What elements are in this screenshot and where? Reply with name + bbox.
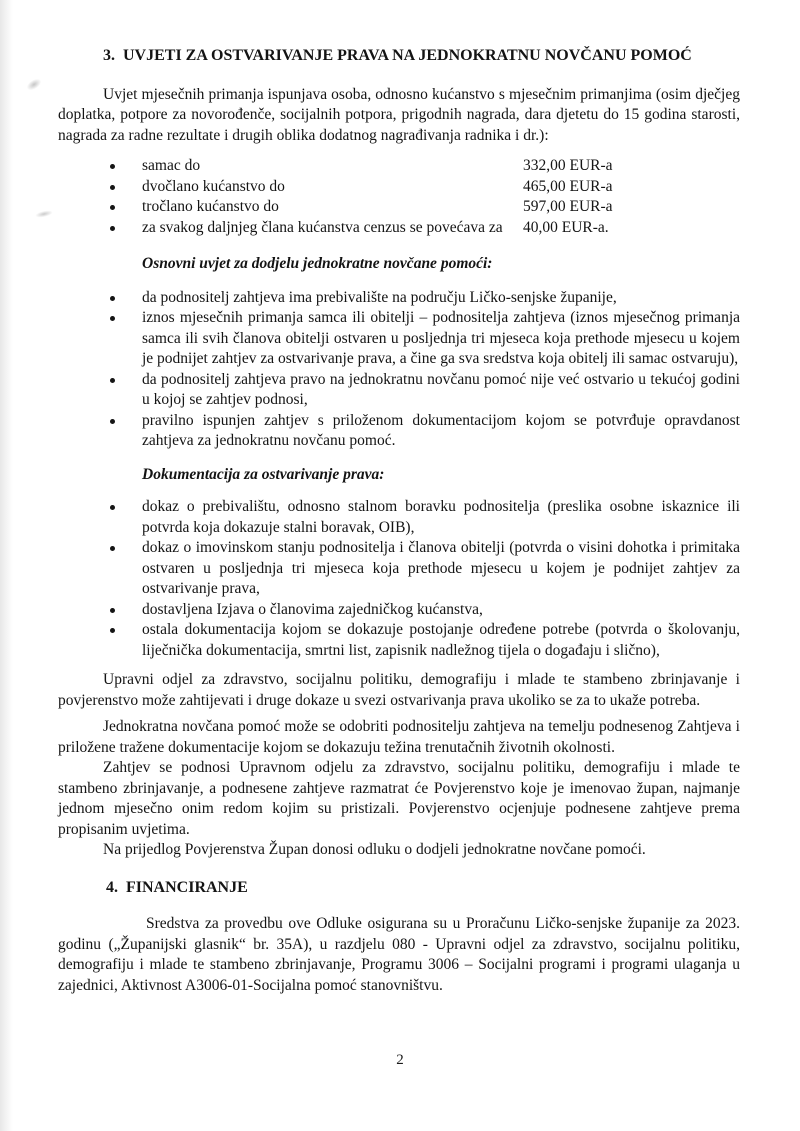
bullet-icon [110, 205, 115, 210]
census-amount: 597,00 EUR-a [523, 198, 613, 215]
basic-condition-heading: Osnovni uvjet za dodjelu jednokratne novčane pomoći: [142, 255, 493, 272]
list-item [58, 497, 740, 538]
list-item [58, 288, 740, 309]
section-3-heading [58, 46, 740, 67]
scan-edge-shadow [0, 0, 14, 1131]
income-condition-paragraph: Uvjet mjesečnih primanja ispunjava osoba, odnosno kućanstvo s mjesečnim primanjima (osim dječjeg doplatka, potpore za novorođenče, socijalnih potpora, prigodnih nagrada, dara djetetu do 15 godina starosti, nagrada za radne rezultate i drugih oblika dodatnog nagrađivanja radnika i dr.): [58, 85, 740, 144]
documentation-list [58, 497, 740, 661]
list-item-text: dostavljena Izjava o članovima zajedničkog kućanstva, [142, 600, 483, 618]
page-number: 2 [396, 1052, 404, 1068]
section-4-heading [58, 878, 740, 899]
section-4-number: 4. [106, 878, 118, 896]
document-content [58, 46, 740, 996]
bullet-icon [110, 546, 115, 551]
census-label: dvočlano kućanstvo do [142, 177, 285, 195]
list-item-text: dokaz o prebivalištu, odnosno stalnom boravku podnositelja (preslika osobne iskaznice ili potvrda koja dokazuje stalni boravak, OIB), [142, 498, 740, 536]
bullet-icon [110, 164, 115, 169]
list-item-text: dokaz o imovinskom stanju podnositelja i članova obitelji (potvrda o visini dohotka i primitaka ostvaren u posljednja tri mjeseca koja prethode mjesecu u kojem je podnijet zahtjev za ostvarivanje prava, [142, 539, 740, 597]
bullet-icon [110, 226, 115, 231]
list-item-text: pravilno ispunjen zahtjev s priloženom dokumentacijom kojom se potvrđuje opravdanost zahtjeva za jednokratnu novčanu pomoć. [142, 411, 740, 449]
list-item [58, 620, 740, 661]
scan-smudge [25, 76, 43, 92]
census-amount: 40,00 EUR-a. [523, 218, 609, 236]
list-item [58, 370, 740, 411]
census-label: tročlano kućanstvo do [142, 198, 279, 215]
list-item [58, 538, 740, 600]
bullet-icon [110, 378, 115, 383]
census-amount: 465,00 EUR-a [523, 177, 613, 195]
basic-condition-list [58, 288, 740, 452]
section-4-title: FINANCIRANJE [126, 878, 248, 896]
documentation-heading: Dokumentacija za ostvarivanje prava: [142, 465, 385, 483]
decision-paragraph: Na prijedlog Povjerenstva Župan donosi odluku o dodjeli jednokratne novčane pomoći. [103, 841, 646, 858]
census-label: za svakog daljnjeg člana kućanstva cenzus se povećava za [142, 218, 503, 236]
census-row-three-member [58, 197, 740, 218]
bullet-icon [110, 505, 115, 510]
approval-basis-paragraph: Jednokratna novčana pomoć može se odobriti podnositelju zahtjeva na temelju podnesenog Zahtjeva i priložene tražene dokumentacije kojom se dokazuju težina trenutačnih životnih okolnosti. [58, 718, 740, 756]
bullet-icon [110, 316, 115, 321]
bullet-icon [110, 185, 115, 190]
list-item-text: ostala dokumentacija kojom se dokazuje postojanje određene potrebe (potvrda o školovanju, liječnička dokumentacija, smrtni list, zapisnik nadležnog tijela o događaju i slično), [142, 621, 740, 659]
list-item [58, 308, 740, 370]
submission-procedure-paragraph: Zahtjev se podnosi Upravnom odjelu za zdravstvo, socijalnu politiku, demografiju i mlade te stambeno zbrinjavanje, a podnesene zahtjeve razmatrat će Povjerenstvo koje je imenovao župan, najmanje jednom mjesečno onim redom kojim su pristizali. Povjerenstvo ocjenjuje podnesene zahtjeve prema propisanim uvjetima. [58, 759, 740, 838]
section-3-title: UVJETI ZA OSTVARIVANJE PRAVA NA JEDNOKRATNU NOVČANU POMOĆ [123, 47, 692, 64]
census-label: samac do [142, 157, 201, 174]
list-item-text: da podnositelj zahtjeva ima prebivalište na području Ličko-senjske županije, [142, 288, 617, 306]
census-row-two-member [58, 177, 740, 198]
bullet-icon [110, 608, 115, 613]
census-amount: 332,00 EUR-a [523, 157, 613, 174]
bullet-icon [110, 628, 115, 633]
bullet-icon [110, 296, 115, 301]
section-3-number: 3. [103, 47, 115, 64]
list-item-text: iznos mjesečnih primanja samca ili obitelji – podnositelja zahtjeva (iznos mjesečnog primanja samca ili svih članova obitelji ostvaren u posljednja tri mjeseca koja prethode mjesecu u kojem je podnijet zahtjev za ostvarivanje prava, a čine ga sva sredstva koja obitelj ili samac ostvaruju), [142, 309, 740, 367]
financing-paragraph: Sredstva za provedbu ove Odluke osigurana su u Proračunu Ličko-senjske županije za 2023. godinu („Županijski glasnik“ br. 35A), u razdjelu 080 - Upravni odjel za zdravstvo, socijalnu politiku, demografiju i mlade te stambeno zbrinjavanje, Programu 3006 – Socijalni programi i programi ulaganja u zajednici, Aktivnost A3006-01-Socijalna pomoć stanovništvu. [58, 915, 740, 994]
list-item [58, 600, 740, 621]
census-row-additional-member [58, 218, 740, 239]
list-item-text: da podnositelj zahtjeva pravo na jednokratnu novčanu pomoć nije već ostvario u tekućoj godini u kojoj se zahtjev podnosi, [142, 370, 740, 408]
income-census-list [58, 156, 740, 238]
list-item [58, 411, 740, 452]
census-row-single [58, 156, 740, 177]
bullet-icon [110, 419, 115, 424]
scan-smudge [35, 209, 54, 219]
department-evidence-paragraph: Upravni odjel za zdravstvo, socijalnu politiku, demografiju i mlade te stambeno zbrinjavanje i povjerenstvo može zahtijevati i druge dokaze u svezi ostvarivanja prava ukoliko se za to ukaže potreba. [58, 671, 740, 709]
